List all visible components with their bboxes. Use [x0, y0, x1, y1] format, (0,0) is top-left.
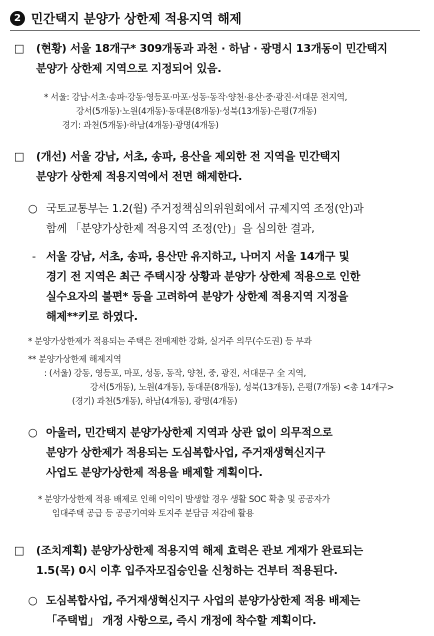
improve-line-2: 분양가 상한제 적용지역에서 전면 해제한다. — [36, 170, 243, 183]
item2-line-4: 해제**키로 하였다. — [46, 310, 138, 323]
item3-circle: ○ — [28, 426, 38, 439]
item1-line-2: 함께 「분양가상한제 적용지역 조정(안)」을 심의한 결과, — [46, 222, 315, 235]
plan-line-2: 1.5(목) 0시 이후 입주자모집승인을 신청하는 건부터 적용된다. — [36, 564, 338, 577]
footnote-3-line-1: * 분양가상한제 적용 배제로 인해 이익이 발생할 경우 생활 SOC 확충 및 공공자가 — [38, 495, 330, 505]
status-line-1: (현황) 서울 18개구* 309개동과 과천 · 하남 · 광명시 13개동이 민간택지 — [36, 42, 388, 55]
item1-circle: ○ — [28, 202, 38, 215]
footnote-1: * 분양가상한제가 적용되는 주택은 전매제한 강화, 실거주 의무(수도권) 등 부과 — [28, 337, 312, 347]
item3-line-1: 아울러, 민간택지 분양가상한제 지역과 상관 없이 의무적으로 — [46, 426, 333, 439]
footnote-2-line-1: : (서울) 강동, 영등포, 마포, 성동, 동작, 양천, 중, 광진, 서대문구 全 지역, — [44, 369, 307, 379]
status-note-2: 강서(5개동)·노원(4개동)·동대문(8개동)·성북(13개동)·은평(7개동) — [76, 107, 317, 117]
improve-line-1: (개선) 서울 강남, 서초, 송파, 용산을 제외한 전 지역을 민간택지 — [36, 150, 341, 163]
item3-line-3: 사업도 분양가상한제 적용을 배제할 계획이다. — [46, 466, 263, 479]
footnote-3-line-2: 임대주택 공급 등 공공기여와 토지주 분담금 저감에 활용 — [52, 509, 254, 519]
status-line-2: 분양가 상한제 지역으로 지정되어 있음. — [36, 62, 222, 75]
section-number-badge: 2 — [10, 11, 25, 26]
status-bullet: □ — [14, 42, 25, 55]
improve-bullet: □ — [14, 150, 25, 163]
footnote-2-line-2: 강서(5개동), 노원(4개동), 동대문(8개동), 성북(13개동), 은평(7개동) <총 14개구> — [90, 383, 394, 393]
plan-line-1: (조치계획) 분양가상한제 적용지역 해제 효력은 관보 게재가 완료되는 — [36, 544, 363, 557]
item1-line-1: 국토교통부는 1.2(월) 주거정책심의위원회에서 규제지역 조정(안)과 — [46, 202, 364, 215]
plan-item-line-2: 「주택법」 개정 사항으로, 즉시 개정에 착수할 계획이다. — [46, 614, 317, 627]
footnote-2-line-3: (경기) 과천(5개동), 하남(4개동), 광명(4개동) — [72, 397, 238, 407]
item2-line-3: 실수요자의 불편* 등을 고려하여 분양가 상한제 적용지역 지정을 — [46, 290, 349, 303]
item2-line-2: 경기 전 지역은 최근 주택시장 상황과 분양가 상한제 적용으로 인한 — [46, 270, 361, 283]
status-note-3: 경기: 과천(5개동)·하남(4개동)·광명(4개동) — [62, 121, 219, 131]
status-note-1: * 서울: 강남·서초·송파·강동·영등포·마포·성동·동작·양천·용산·중·광진·서대문 전지역, — [44, 93, 348, 103]
section-title: 민간택지 분양가 상한제 적용지역 해제 — [31, 11, 242, 26]
plan-item-line-1: 도심복합사업, 주거재생혁신지구 사업의 분양가상한제 적용 배제는 — [46, 594, 361, 607]
item2-dash: - — [32, 250, 36, 263]
footnote-2-title: ** 분양가상한제 해제지역 — [28, 355, 122, 365]
section-heading — [10, 8, 242, 28]
plan-item-circle: ○ — [28, 594, 38, 607]
plan-bullet: □ — [14, 544, 25, 557]
item2-line-1: 서울 강남, 서초, 송파, 용산만 유지하고, 나머지 서울 14개구 및 — [46, 250, 350, 263]
section-divider — [10, 30, 420, 31]
item3-line-2: 분양가 상한제가 적용되는 도심복합사업, 주거재생혁신지구 — [46, 446, 326, 459]
